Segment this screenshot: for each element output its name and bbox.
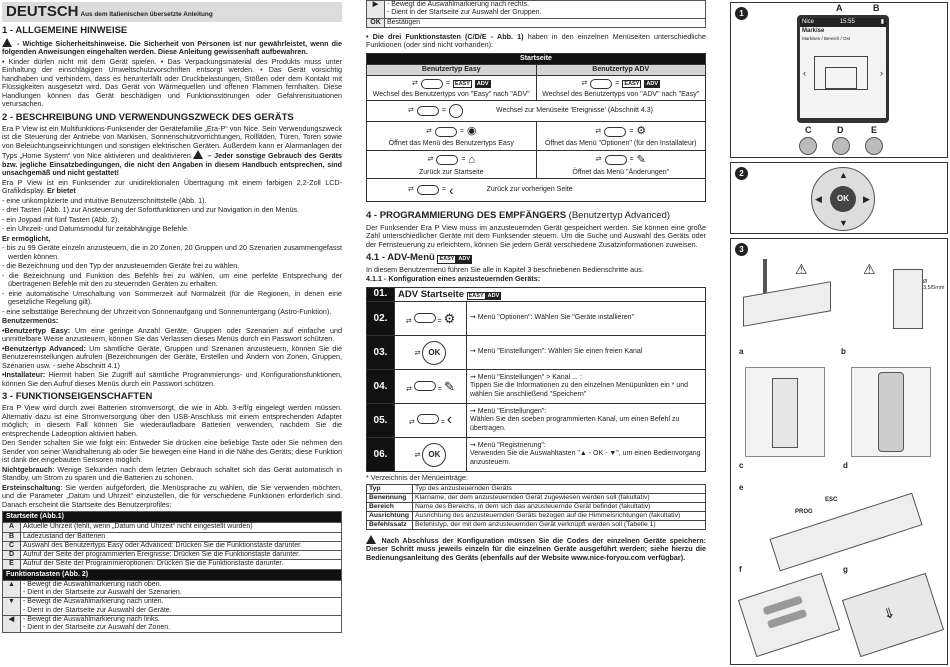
figure-3 [730, 238, 948, 665]
pencil-icon: ✎ [636, 153, 646, 166]
table-row: Benennung Klarname, der dem anzusteuernden Gerät zugewiesen werden soll (fakultativ) [367, 493, 706, 502]
table-row: C Auswahl des Benutzertyps Easy oder Advanced: Drücken Sie die Funktionstaste darunter. [3, 541, 342, 550]
function-keys-header: Funktionstasten (Abb. 2) [3, 569, 342, 580]
dimension-label: Ø 3,5/5mm [923, 279, 945, 292]
table-row: ▲ - Bewegt die Auswahlmarkierung nach oben. - Dient in der Startseite zur Auswahl der Szenarien. [3, 580, 342, 598]
key-icon [605, 155, 627, 165]
section4-body: Der Funksender Era P View muss im anzusteuernden Gerät gespeichert werden. Sie können eine große Zahl unterschiedlicher Geräte mit dem Funksender steuern. Um die Suche und Auswahl des Geräts oder der Fernsteuerung zu erleichtern, können Sie jedem Gerät verschiedene Zusatzinformationen zuweisen. [366, 222, 706, 249]
section41-title: 4.1 - ADV-Menü EASY ADV [366, 252, 471, 264]
back-icon: ‹ [446, 411, 453, 429]
gear-icon: ⚙ [636, 125, 647, 138]
label-b: B [873, 3, 880, 13]
label-sub-d: d [843, 461, 848, 470]
section4-title: 4 - PROGRAMMIERUNG DES EMPFÄNGERS (Benutzertyp Advanced) [366, 210, 671, 222]
cell-easy-menu: ⇄ = ◉ Öffnet das Menü des Benutzertyps Easy [367, 122, 537, 150]
screen-title: Nice [802, 19, 815, 25]
joypad[interactable] [811, 167, 875, 231]
safety-lead: - Wichtige Sicherheitshinweise. Die Sicherheit von Personen ist nur gewährleistet, wenn die folgenden Anweisungen eingehalten werden. Diese Anleitung gewissenhaft aufbewahren. [2, 38, 342, 57]
list-item: - eine unkomplizierte und intuitive Benutzerschnittstelle (Abb. 1). [2, 195, 207, 205]
figure-number: 2 [735, 167, 748, 180]
non-use-para: Nichtgebrauch: Wenige Sekunden nach dem letzten Gebrauch schaltet sich das Gerät automatisch in Standby, um Strom zu sparen und die Batterien zu schonen. [2, 464, 342, 483]
section3-body: Era P View wird durch zwei Batterien stromversorgt, die wie in Abb. 3-e/f/g eingelegt werden müssen. Alternativ dazu ist eine Stromversorgung über den USB-Anschluss mit einem entsprechenden Adapter möglich; in diesem Fall können Sie wiederaufladbare Batterien verwenden, nachdem Sie die entsprechende Ladeoption aktiviert haben. [2, 403, 342, 438]
install-step-b [843, 259, 943, 339]
label-sub-a: a [739, 347, 744, 356]
pencil-icon: ✎ [443, 378, 455, 394]
list-item: - drei Tasten (Abb. 1) zur Ansteuerung der Sofortfunktionen und zur Navigation in den Menüs. [2, 205, 300, 215]
function-keys-continued [366, 0, 706, 28]
key-icon [417, 106, 439, 116]
enables-list [2, 244, 342, 316]
display [800, 18, 886, 118]
startpage-table-header: Startseite (Abb.1) [3, 512, 342, 523]
ok-button[interactable]: OK [830, 186, 856, 212]
step-row: 01. ADV Startseite EASY ADV [367, 287, 706, 301]
section2-title: 2 - BESCHREIBUNG UND VERWENDUNGSZWECK DES GERÄTS [2, 111, 294, 123]
key-icon [435, 127, 457, 137]
safety-body: • Kinder dürfen nicht mit dem Gerät spielen. • Das Verpackungsmaterial des Produkts muss unter Einhaltung der einschlägigen Umweltschutzvorschriften entsorgt werden. • Das Gerät vorsichtig handhaben und verhindern, dass es herunterfällt oder Druckbelastungen, Stößen oder dem Kontakt mit Flüssigkeiten ausgesetzt wird. Das Gerät von Wärmequellen und offenen Flammen fernhalten. Diese Handlungen können das Gerät beschädigen und Funktionsstörungen oder Gefahrensituationen verursachen. [2, 56, 342, 109]
ok-button-icon: OK [422, 443, 446, 467]
cell-adv-to-easy: ⇄ = EASY ADV Wechsel des Benutzertyps von "ADV" nach "Easy" [536, 76, 706, 101]
section2-body: Era P View ist ein Multifunktions-Funksender der Gerätefamilie „Era-P“ von Nice. Sein Verwendungszweck ist die Steuerung der Antriebe von Markisen, Sonnenschutzvorrichtungen, Rollläden, Türen, Toren sowie von Beleuchtungseinrichtungen und sonstigen elektrischen Geräten. Außerdem kann er Alarmanlagen der Typs „Home System“ von Nice aktivieren und deaktivieren. – Jeder sonstige Gebrauch des Geräts bzw. jegliche Einsatzbedingungen, die nicht den Angaben in diesem Handbuch entsprechen, sind unsachgemäß und nicht gestattet! [2, 123, 342, 178]
warning-icon: ⚠ [863, 261, 876, 277]
cell-easy-to-adv: ⇄ = EASY ADV Wechsel des Benutzertyps von "Easy" nach "ADV" [367, 76, 537, 101]
esc-label: ESC [825, 497, 838, 503]
cell-events: ⇄ = Wechsel zur Menüseite 'Ereignisse' (Abschnitt 4.3) [367, 101, 706, 122]
label-c: C [805, 125, 812, 135]
figures-column [728, 0, 950, 667]
section3-body2: Den Sender schalten Sie wie folgt ein: Entweder Sie drücken eine beliebige Taste oder Sie nehmen den Sender von seiner Wandhalterung ab oder Sie bewegen eine Hand in die Nähe des Geräts; diese Funktion ist dank der eingebauten Sensoren möglich. [2, 438, 342, 465]
arrows-icon: ⇄ [408, 107, 414, 115]
table-row: Bereich Name des Bereichs, in dem sich das anzusteuernde Gerät befindet (fakultativ) [367, 502, 706, 511]
arrow-down-icon: ⇓ [881, 603, 898, 623]
menus-heading: Benutzermenüs: [2, 316, 59, 326]
table-row: A Aktuelle Uhrzeit (fehlt, wenn „Datum und Uhrzeit“ nicht eingestellt wurden) [3, 523, 342, 532]
awning-icon [814, 56, 868, 90]
label-sub-e: e [739, 483, 744, 492]
step-row: 05. ⇄ = ‹ ➞ Menü "Einstellungen": Wählen Sie den soeben programmierten Kanal, um einen Befehl zu übertragen. [367, 404, 706, 438]
column-header-adv: Benutzertyp ADV [536, 64, 706, 75]
cell-changes: ⇄ = ✎ Öffnet das Menü "Änderungen" [536, 150, 706, 178]
list-item: - ein Joypad mit fünf Tasten (Abb. 2). [2, 214, 120, 224]
function-keys-intro: • Die drei Funktionstasten (C/D/E - Abb. 1) haben in den einzelnen Menüseiten unterschiedliche Funktionen (oder sind nicht vorhanden): [366, 31, 706, 50]
table-row: ▶ - Bewegt die Auswahlmarkierung nach rechts. - Dient in der Startseite zur Auswahl der Gruppen. [367, 1, 706, 19]
table-row: ◀ - Bewegt die Auswahlmarkierung nach links. - Dient in der Startseite zur Auswahl der Zonen. [3, 615, 342, 633]
menu-entries-table [366, 484, 706, 530]
ok-button-icon: OK [422, 341, 446, 365]
step-row: 06. ⇄ OK ➞ Menü "Registrierung": Verwenden Sie die Auswahltasten "▲ - OK - ▼", um einen Bedienvorgang anzusteuern. [367, 438, 706, 472]
battery-compartment [738, 573, 840, 657]
figure-1 [730, 2, 948, 158]
function-key-c[interactable] [799, 137, 817, 155]
steps-table [366, 287, 706, 472]
left-column [0, 0, 346, 667]
step-row: 02. ⇄ = ⚙ ➞ Menü "Optionen": Wählen Sie "Geräte installieren" [367, 302, 706, 336]
arrows-icon: ⇄ [408, 186, 414, 194]
table-header: Startseite [367, 53, 706, 64]
list-item: - die Bezeichnung und Funktion des Befehls frei zu wählen, um eine perfekte Entsprechung der übertragenen Befehle mit den zu steuernden Geräten zu erhalten. [2, 270, 342, 289]
key-icon [590, 79, 612, 89]
label-sub-f: f [739, 565, 742, 574]
section1-title: 1 - ALLGEMEINE HINWEISE [2, 24, 128, 36]
key-icon [421, 79, 443, 89]
wall-holder [893, 269, 923, 329]
arrows-icon: ⇄ [427, 156, 434, 164]
middle-column [364, 0, 710, 667]
warning-icon [366, 535, 376, 544]
label-sub-b: b [841, 347, 846, 356]
eye-icon: ◉ [466, 125, 477, 138]
function-key-table [366, 53, 706, 203]
label-e: E [871, 125, 878, 135]
list-item: - ein Uhrzeit- und Datumsmodul für zeitabhängige Befehle. [2, 224, 189, 234]
language-title-bar [2, 2, 342, 22]
startpage-table [2, 511, 342, 633]
table-row: OK Bestätigen [367, 18, 706, 27]
menu-advanced: •Benutzertyp Advanced: Um sämtliche Geräte, Gruppen und Szenarien anzusteuern, können Sie die Benutzereinstellungen aufrufen (Bezeichnungen der Geräte, Erstellen und Ändern von Zonen, Gruppen, Szenarien usw. - siehe Abschnitt 4.1) [2, 343, 343, 370]
section2-body2: Era P View ist ein Funksender zur unidirektionalen Übertragung mit einem farbigen 2,2-Zoll LCD-Grafikdisplay. Er bietet [2, 177, 342, 196]
table-row: D Aufruf der Seite der programmierten Ereignisse: Drücken Sie die Funktionstaste darunter. [3, 551, 342, 560]
prog-label: PROG [795, 509, 813, 515]
circle-icon [449, 104, 463, 118]
list-item: - eine automatische Umschaltung von Sommerzeit auf Normalzeit (für die Regionen, in denen eine gesetzliche Regelung gilt). [2, 288, 342, 307]
cell-home: ⇄ = ⌂ Zurück zur Startseite [367, 150, 537, 178]
translation-note: Aus dem Italienischen übersetzte Anleitung [80, 11, 213, 18]
table-row: E Aufruf der Seite der Programmieroptionen: Drücken Sie die Funktionstaste darunter. [3, 560, 342, 569]
final-note: Nach Abschluss der Konfiguration müssen Sie die Codes der einzelnen Geräte speichern: Dieser Schritt muss jeweils einzeln für die einzelnen Geräte ausgeführt werden; siehe hierzu die Bedienungsanleitung des Geräts (ebenfalls auf der Website www.nice-foryou.com verfügbar). [366, 535, 706, 562]
remote-screen [797, 15, 889, 123]
enables-heading: Er ermöglicht, [2, 233, 51, 243]
arrows-icon: ⇄ [414, 349, 421, 357]
key-icon [436, 155, 458, 165]
battery-cover [842, 573, 944, 657]
wall-holder [743, 281, 831, 327]
warning-icon [2, 38, 12, 47]
screen-time: 15:55 [839, 19, 855, 25]
list-item: - eine selbsttätige Berechnung der Uhrzeit von Sonnenaufgang und Sonnenuntergang (Astro-Funktion). [2, 306, 332, 316]
label-d: D [837, 125, 844, 135]
screen-heading: Markise [802, 28, 825, 35]
arrows-icon: ⇄ [414, 451, 421, 459]
arrow-left-icon[interactable]: ◀ [815, 194, 822, 204]
legend-title: * Verzeichnis der Menüeinträge: [366, 473, 468, 483]
step-row: 03. ⇄ OK ➞ Menü "Einstellungen": Wählen Sie einen freien Kanal [367, 336, 706, 370]
figure-number: 3 [735, 243, 748, 256]
arrow-right-icon[interactable]: ▶ [863, 194, 870, 204]
function-key-e[interactable] [865, 137, 883, 155]
section411-title: 4.1.1 - Konfiguration eines anzusteuernden Geräts: [366, 274, 541, 284]
key-icon [417, 185, 439, 195]
table-row: B Ladezustand der Batterien [3, 532, 342, 541]
warning-icon: ⚠ [795, 261, 808, 277]
warning-icon [193, 150, 203, 159]
features-list [2, 197, 342, 234]
table-row: Ausrichtung Ausrichtung des anzusteuernden Geräts bezogen auf die Himmelsrichtungen (fakultativ) [367, 511, 706, 520]
label-a: A [836, 3, 843, 13]
first-start-para: Ersteinschaltung: Sie werden aufgefordert, die Menüsprache zu wählen, die Sie verwenden möchten, und die Parameter „Datum und Uhrzeit“ einzustellen, die für verschiedene Funktionen erforderlich sind. Danach erscheint die Startseite des Benutzerprofiles: [2, 482, 342, 509]
arrow-up-icon[interactable]: ▲ [839, 170, 848, 180]
list-item: - die Bezeichnung und den Typ der anzusteuernden Geräte frei zu wählen. [2, 261, 240, 271]
table-row: Befehlssatz Befehlstyp, der mit dem anzusteuernden Gerät verknüpft werden soll (Tabelle 1) [367, 520, 706, 529]
section41-body: In diesem Benutzermenü führen Sie alle in Kapitel 3 beschriebenen Bedienschritte aus. [366, 264, 644, 274]
battery-icon: ▮ [880, 19, 884, 25]
key-icon [604, 127, 626, 137]
table-row: ▼ - Bewegt die Auswahlmarkierung nach unten. - Dient in der Startseite zur Auswahl der Geräte. [3, 598, 342, 616]
chevron-left-icon: ‹ [803, 68, 806, 78]
back-icon: ‹ [448, 181, 454, 198]
arrows-icon: ⇄ [411, 80, 418, 88]
gear-icon: ⚙ [443, 310, 456, 326]
install-step-c [745, 367, 825, 457]
arrows-icon: ⇄ [581, 80, 588, 88]
cell-options-menu: ⇄ = ⚙ Öffnet das Menü "Optionen" (für den Installateur) [536, 122, 706, 150]
cell-back: ⇄ = ‹ Zurück zur vorherigen Seite [367, 178, 706, 202]
label-sub-g: g [843, 565, 848, 574]
label-sub-c: c [739, 461, 744, 470]
arrows-icon: ⇄ [595, 156, 602, 164]
arrows-icon: ⇄ [408, 419, 415, 427]
arrows-icon: ⇄ [595, 127, 602, 135]
function-key-d[interactable] [832, 137, 850, 155]
arrows-icon: ⇄ [406, 385, 413, 393]
language-title: DEUTSCH [6, 3, 79, 20]
step-row: 04. ⇄ = ✎ ➞ Menü "Einstellungen" > Kanal ... : Tippen Sie die Informationen zu den einzelnen Menüpunkten ein * und wählen Sie anschließend "Speichern" [367, 370, 706, 404]
home-icon: ⌂ [468, 153, 476, 166]
install-step-d [851, 367, 931, 457]
menu-installer: •Installateur: Hiermit haben Sie Zugriff auf sämtliche Programmierungs- und Konfigurationsfunktionen, können Sie den Aufruf dieses Menüs durch ein Passwort schützen. [2, 370, 342, 388]
arrows-icon: ⇄ [405, 317, 412, 325]
screen-subtitle: Markisen / Bereich / Ost [802, 36, 851, 42]
chevron-right-icon: › [880, 68, 883, 78]
menu-easy: •Benutzertyp Easy: Um eine geringe Anzahl Geräte, Gruppen oder Szenarien auf einfache und unmittelbare Weise anzusteuern, können Sie das Verlassen dieses Menüs durch ein Passwort schützen. [2, 325, 343, 344]
table-row: Typ Typ des anzusteuernden Geräts [367, 484, 706, 493]
list-item: - bis zu 99 Geräte einzeln anzusteuern, die in 20 Zonen, 20 Gruppen und 20 Szenarien zusammengefasst werden können. [2, 243, 342, 261]
arrow-down-icon[interactable]: ▼ [839, 218, 848, 228]
column-header-easy: Benutzertyp Easy [367, 64, 537, 75]
figure-2 [730, 162, 948, 234]
section3-title: 3 - FUNKTIONSEIGENSCHAFTEN [2, 391, 153, 403]
remote-back [769, 493, 922, 572]
install-step-a [743, 259, 833, 339]
figure-number: 1 [735, 7, 748, 20]
arrows-icon: ⇄ [425, 127, 432, 135]
